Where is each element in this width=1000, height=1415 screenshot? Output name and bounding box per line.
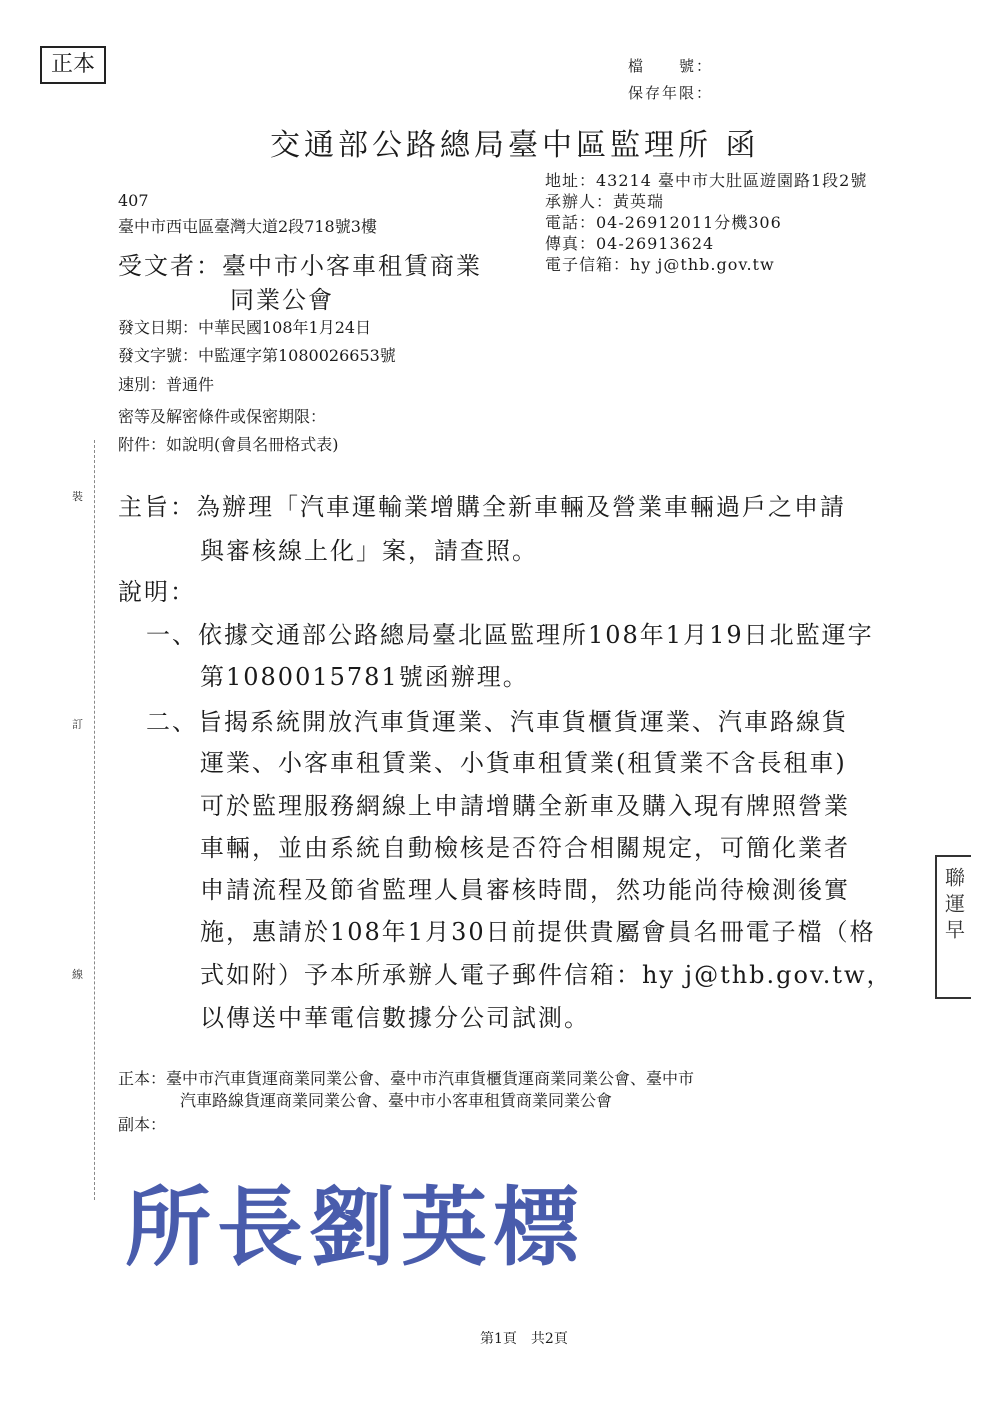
item-2-line-7: 式如附）予本所承辦人電子郵件信箱：hy j@thb.gov.tw， [200, 961, 893, 989]
sender-fax: 傳真：04-26913624 [545, 234, 715, 253]
item-2-line-1: 二、旨揭系統開放汽車貨運業、汽車貨櫃貨運業、汽車路線貨 [146, 708, 848, 736]
sender-email: 電子信箱：hy j@thb.gov.tw [545, 255, 775, 274]
item-2-line-8: 以傳送中華電信數據分公司試測。 [200, 1004, 590, 1032]
issue-date: 發文日期：中華民國108年1月24日 [118, 318, 372, 337]
item-2-line-6: 施，惠請於108年1月30日前提供貴屬會員名冊電子檔（格 [200, 918, 876, 946]
cc-copy: 副本： [118, 1115, 167, 1134]
sender-phone: 電話：04-26912011分機306 [545, 213, 782, 232]
page-number: 第1頁 共2頁 [480, 1331, 568, 1347]
subject-line-2: 與審核線上化」案，請查照。 [200, 537, 538, 565]
margin-mark-xian: 線 [72, 968, 83, 981]
original-copy-stamp: 正本 [40, 46, 106, 84]
explanation-label: 說明： [118, 578, 196, 606]
document-title: 交通部公路總局臺中區監理所 函 [270, 128, 760, 163]
received-stamp [935, 855, 971, 999]
item-1-line-1: 一、依據交通部公路總局臺北區監理所108年1月19日北監運字 [146, 621, 874, 649]
item-2-line-4: 車輛，並由系統自動檢核是否符合相關規定，可簡化業者 [200, 834, 850, 862]
director-signature-seal: 所長劉英標 [125, 1177, 585, 1278]
item-1-line-2: 第1080015781號函辦理。 [200, 663, 529, 691]
attachment: 附件：如說明(會員名冊格式表) [118, 435, 339, 454]
margin-mark-zhuang: 裝 [72, 490, 83, 503]
file-number-label: 檔 號： [628, 57, 714, 75]
issue-number: 發文字號：中監運字第1080026653號 [118, 346, 396, 365]
recipient-line-1: 受文者：臺中市小客車租賃商業 [118, 252, 482, 280]
recipient-postal-code: 407 [118, 191, 149, 210]
sender-address: 地址：43214 臺中市大肚區遊園路1段2號 [545, 171, 868, 190]
delivery-speed: 速別：普通件 [118, 375, 215, 394]
item-2-line-2: 運業、小客車租賃業、小貨車租賃業(租賃業不含長租車) [200, 749, 847, 777]
item-2-line-5: 申請流程及節省監理人員審核時間，然功能尚待檢測後實 [200, 876, 850, 904]
binding-line [94, 440, 95, 1200]
item-2-line-3: 可於監理服務網線上申請增購全新車及購入現有牌照營業 [200, 792, 850, 820]
cc-main-line-1: 正本：臺中市汽車貨運商業同業公會、臺中市汽車貨櫃貨運商業同業公會、臺中市 [118, 1069, 695, 1088]
secrecy-level: 密等及解密條件或保密期限： [118, 407, 327, 426]
recipient-address: 臺中市西屯區臺灣大道2段718號3樓 [118, 217, 377, 236]
margin-mark-ding: 訂 [72, 718, 83, 731]
recipient-line-2: 同業公會 [230, 286, 334, 314]
sender-handler: 承辦人：黃英瑞 [545, 192, 665, 211]
cc-main-line-2: 汽車路線貨運商業同業公會、臺中市小客車租賃商業同業公會 [180, 1091, 613, 1110]
subject-line-1: 主旨：為辦理「汽車運輸業增購全新車輛及營業車輛過戶之申請 [118, 493, 846, 521]
received-stamp-text: 聯運早 [941, 867, 966, 945]
retention-period-label: 保存年限： [628, 84, 714, 102]
